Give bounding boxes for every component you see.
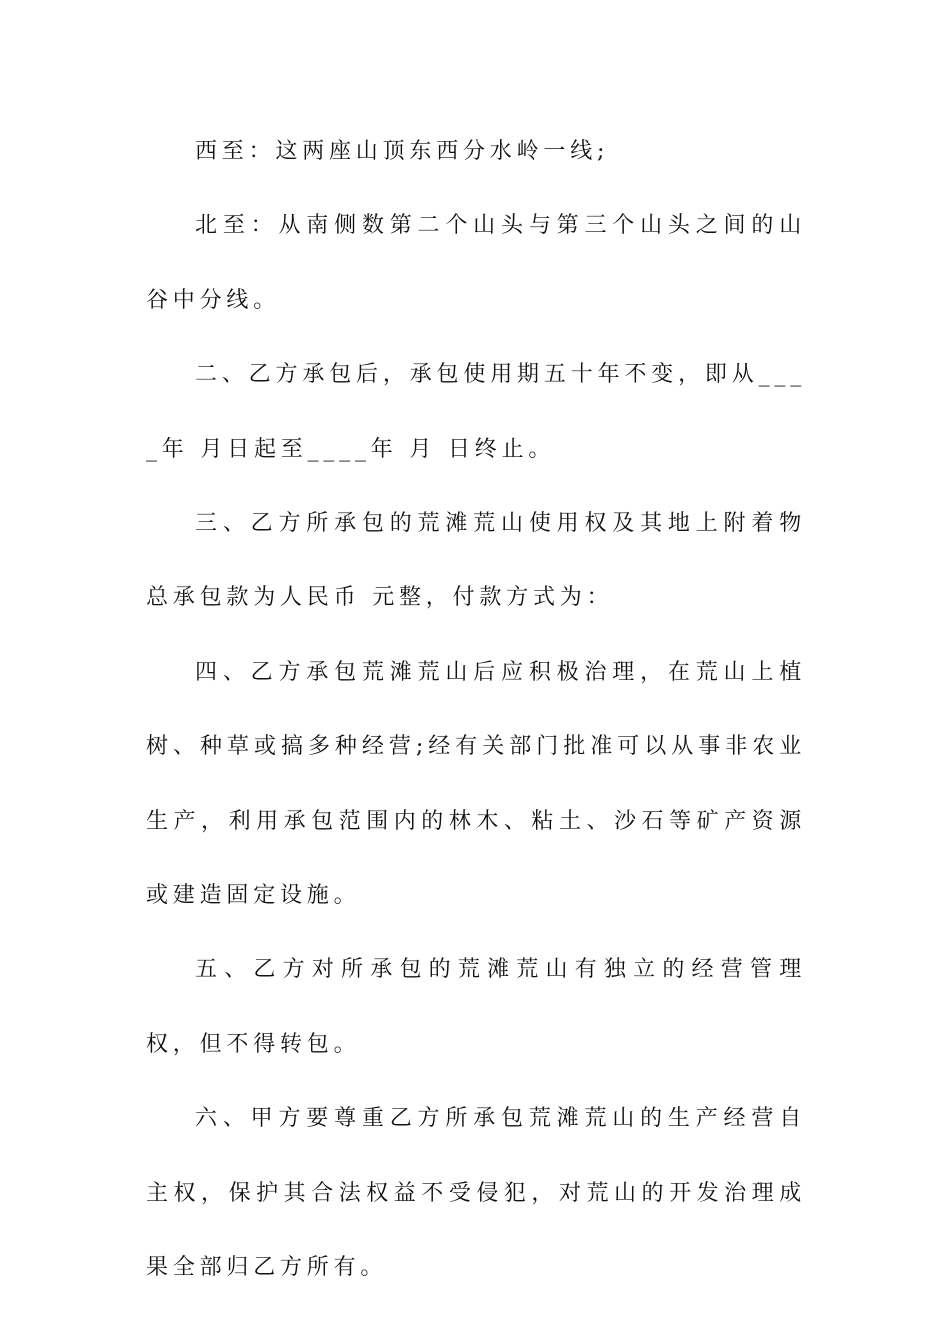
paragraph-clause-5: 五、乙方对所承包的荒滩荒山有独立的经营管理权，但不得转包。: [146, 957, 806, 1057]
paragraph-clause-2: 二、乙方承包后，承包使用期五十年不变，即从____年 月日起至____年 月 日终止。: [146, 362, 806, 462]
paragraph-west-boundary: 西至：这两座山顶东西分水岭一线;: [195, 139, 610, 164]
paragraph-clause-3: 三、乙方所承包的荒滩荒山使用权及其地上附着物总承包款为人民币 元整，付款方式为：: [146, 511, 806, 611]
paragraph-north-boundary: 北至：从南侧数第二个山头与第三个山头之间的山谷中分线。: [146, 213, 806, 313]
paragraph-clause-4: 四、乙方承包荒滩荒山后应积极治理，在荒山上植树、种草或搞多种经营;经有关部门批准可以从事非农业生产，利用承包范围内的林木、粘土、沙石等矿产资源或建造固定设施。: [146, 659, 806, 909]
document-body: [146, 115, 806, 1306]
paragraph-clause-6: 六、甲方要尊重乙方所承包荒滩荒山的生产经营自主权，保护其合法权益不受侵犯，对荒山的开发治理成果全部归乙方所有。: [146, 1106, 806, 1281]
